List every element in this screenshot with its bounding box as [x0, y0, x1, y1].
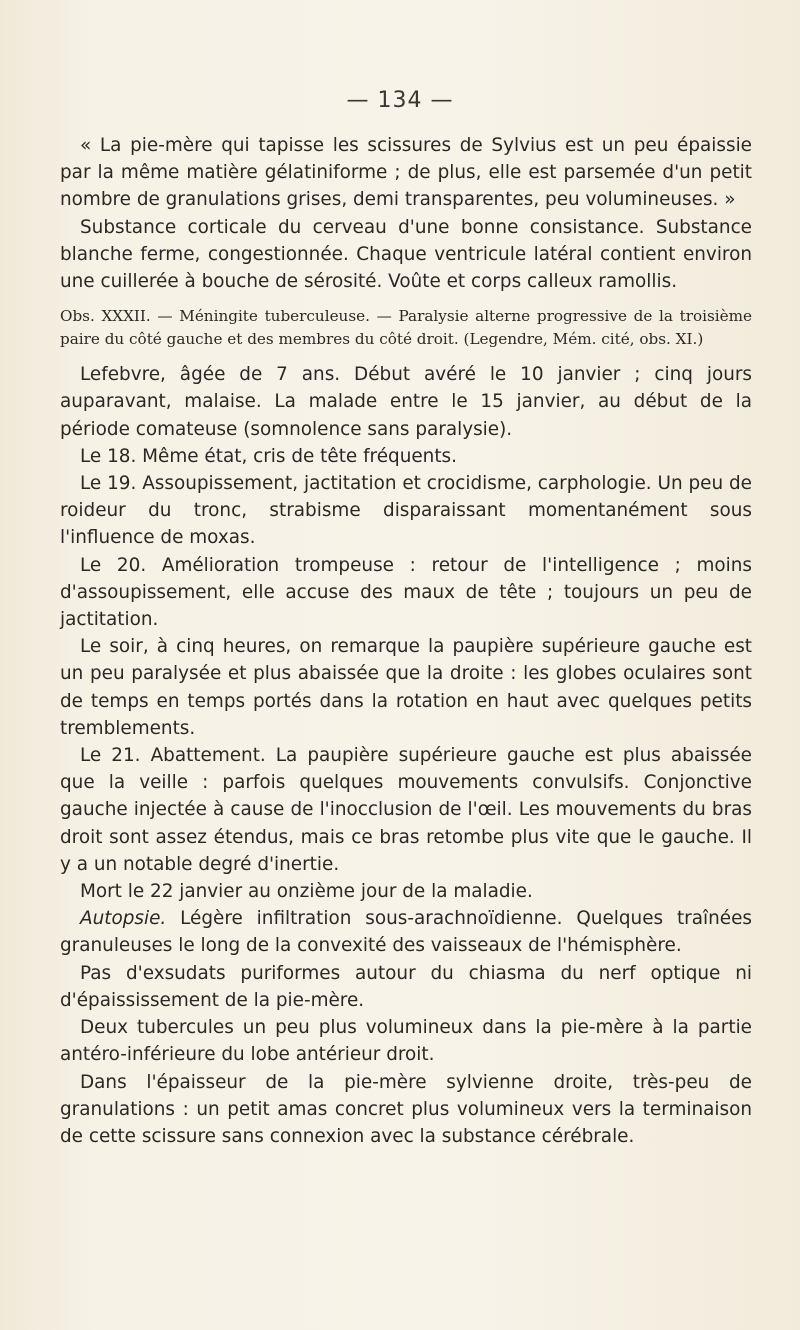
- paragraph-sylvian: Dans l'épaisseur de la pie-mère sylvienne droite, très-peu de granulations : un petit amas concret plus volumineux vers la terminaison de cette scissure sans connexion avec la substance cérébrale.: [60, 1071, 752, 1147]
- paragraph-chiasma: Pas d'exsudats puriformes autour du chiasma du nerf optique ni d'épaississement de la pie-mère.: [60, 962, 752, 1011]
- paragraph-evening: Le soir, à cinq heures, on remarque la paupière supérieure gauche est un peu paralysée et plus abaissée que la droite : les globes oculaires sont de temps en temps portés dans la rotation en haut avec quelques petits tremblements.: [60, 636, 752, 739]
- paragraph-death: Mort le 22 janvier au onzième jour de la maladie.: [80, 881, 533, 903]
- paragraph-patient-intro: Lefebvre, âgée de 7 ans. Début avéré le 10 janvier ; cinq jours auparavant, malaise. La malade entre le 15 janvier, au début de la période comateuse (somnolence sans paralysie).: [60, 364, 752, 440]
- paragraph-day-18: Le 18. Même état, cris de tête fréquents.: [80, 445, 457, 467]
- paragraph-day-21: Le 21. Abattement. La paupière supérieure gauche est plus abaissée que la veille : parfois quelques mouvements convulsifs. Conjonctive gauche injectée à cause de l'inocclusion de l'œil. Les mouvements du bras droit sont assez étendus, mais ce bras retombe plus vite que le gauche. Il y a un notable degré d'inertie.: [60, 745, 752, 875]
- paragraph-tubercles: Deux tubercules un peu plus volumineux dans la pie-mère à la partie antéro-inférieure du lobe antérieur droit.: [60, 1017, 752, 1066]
- page-body: [60, 132, 752, 1150]
- autopsy-label: Autopsie.: [80, 908, 167, 930]
- autopsy-text: Légère infiltration sous-arachnoïdienne. Quelques traînées granuleuses le long de la convexité des vaisseaux de l'hémisphère.: [60, 908, 752, 957]
- paragraph-autopsy: [60, 905, 752, 959]
- paragraph-pia-mater-quote: « La pie-mère qui tapisse les scissures de Sylvius est un peu épaissie par la même matière gélatiniforme ; de plus, elle est parsemée d'un petit nombre de granulations grises, demi transparentes, peu volumineuses. »: [60, 135, 752, 211]
- paragraph-day-19: Le 19. Assoupissement, jactitation et crocidisme, carphologie. Un peu de roideur du tronc, strabisme disparaissant momentanément sous l'influence de moxas.: [60, 473, 752, 549]
- observation-heading: Obs. XXXII. — Méningite tuberculeuse. — Paralysie alterne progressive de la troisième paire du côté gauche et des membres du côté droit. (Legendre, Mém. cité, obs. XI.): [60, 307, 752, 349]
- page-number: — 134 —: [346, 88, 454, 113]
- paragraph-day-20: Le 20. Amélioration trompeuse : retour de l'intelligence ; moins d'assoupissement, elle accuse des maux de tête ; toujours un peu de jactitation.: [60, 554, 752, 631]
- paragraph-cortical-substance: Substance corticale du cerveau d'une bonne consistance. Substance blanche ferme, congestionnée. Chaque ventricule latéral contient environ une cuillerée à bouche de sérosité. Voûte et corps calleux ramollis.: [60, 216, 752, 293]
